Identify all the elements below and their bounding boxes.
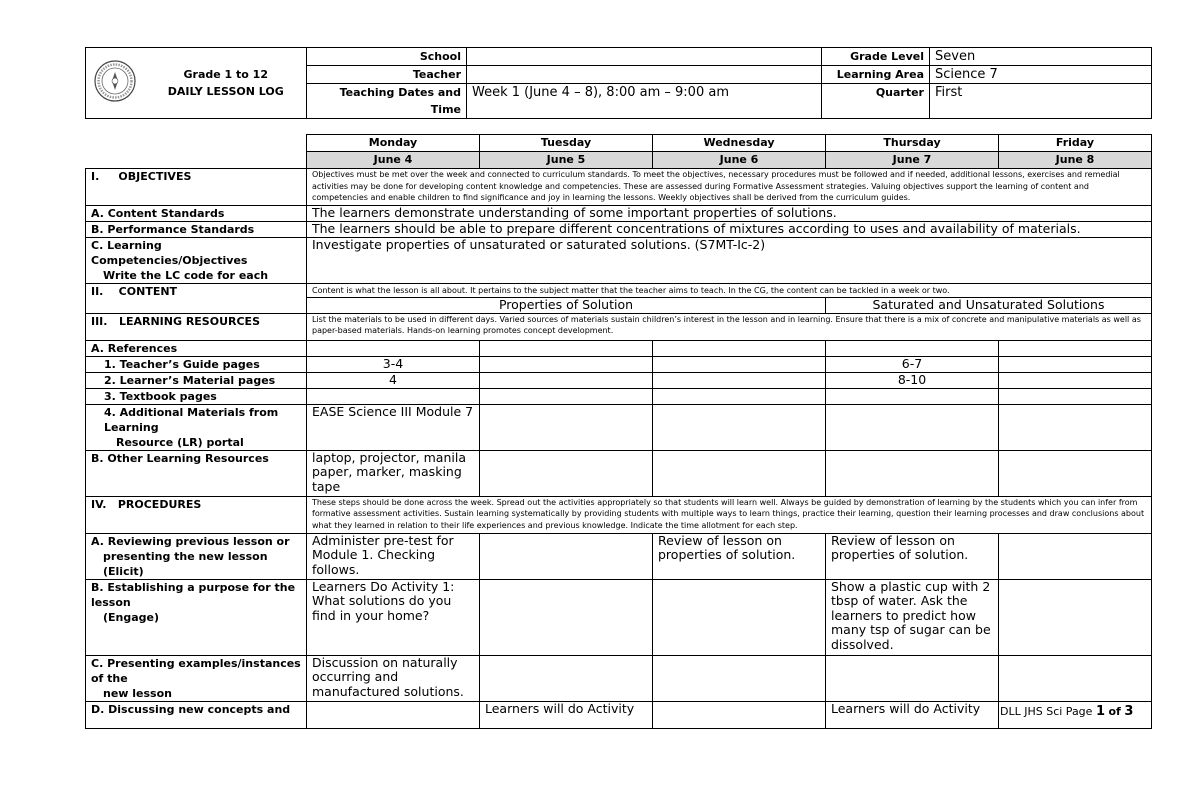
proc-c-mon[interactable]: Discussion on naturally occurring and manufactured solutions. <box>307 655 480 701</box>
proc-b-label-1: B. Establishing a purpose for the lesson <box>91 580 296 609</box>
day-thursday: Thursday <box>826 135 999 152</box>
quarter-field[interactable]: First <box>930 84 1152 119</box>
references-thu[interactable] <box>826 340 999 356</box>
lesson-log-table <box>85 134 1152 729</box>
proc-d-mon[interactable] <box>307 701 480 728</box>
footer-prefix: DLL JHS Sci Page <box>1000 705 1093 718</box>
textbook-wed[interactable] <box>653 388 826 404</box>
other-resources-label: B. Other Learning Resources <box>86 450 307 496</box>
area-label: Learning Area <box>822 66 930 84</box>
dates-field[interactable]: Week 1 (June 4 – 8), 8:00 am – 9:00 am <box>467 84 822 119</box>
textbook-thu[interactable] <box>826 388 999 404</box>
learners-material-fri[interactable] <box>999 372 1152 388</box>
header-table <box>85 47 1152 119</box>
references-fri[interactable] <box>999 340 1152 356</box>
objectives-heading: I. OBJECTIVES <box>86 169 307 206</box>
competencies-label-1: C. Learning Competencies/Objectives <box>91 239 248 267</box>
content-heading: II. CONTENT <box>86 284 307 314</box>
learners-material-mon[interactable]: 4 <box>307 372 480 388</box>
teachers-guide-tue[interactable] <box>480 356 653 372</box>
learners-material-thu[interactable]: 8-10 <box>826 372 999 388</box>
proc-d-tue[interactable]: Learners will do Activity <box>480 701 653 728</box>
performance-standards-value[interactable]: The learners should be able to prepare different concentrations of mixtures according to uses and availability of materials. <box>307 222 1152 238</box>
deped-seal <box>86 48 146 119</box>
day-wednesday: Wednesday <box>653 135 826 152</box>
day-monday: Monday <box>307 135 480 152</box>
references-mon[interactable] <box>307 340 480 356</box>
proc-c-label-1: C. Presenting examples/instances of the <box>91 656 301 685</box>
procedures-heading: IV. PROCEDURES <box>86 496 307 533</box>
textbook-label: 3. Textbook pages <box>86 388 307 404</box>
competencies-label-2: Write the LC code for each <box>103 269 269 282</box>
area-field[interactable]: Science 7 <box>930 66 1152 84</box>
references-label: A. References <box>86 340 307 356</box>
content-standards-label: A. Content Standards <box>86 206 307 222</box>
corner-cell <box>86 135 307 169</box>
day-friday: Friday <box>999 135 1152 152</box>
proc-c-wed[interactable] <box>653 655 826 701</box>
resources-note: List the materials to be used in different days. Varied sources of materials sustain children’s interest in the lesson and in learning. Ensure that there is a mix of concrete and manipulative materials as well as paper-based materials. Hands-on learning promotes concept development. <box>307 313 1152 340</box>
proc-b-thu[interactable]: Show a plastic cup with 2 tbsp of water. Ask the learners to predict how many tsp of sugar can be dissolved. <box>826 579 999 655</box>
references-wed[interactable] <box>653 340 826 356</box>
proc-a-thu[interactable]: Review of lesson on properties of solution. <box>826 533 999 579</box>
teacher-label: Teacher <box>307 66 467 84</box>
proc-b-label-2: (Engage) <box>103 610 160 624</box>
teachers-guide-wed[interactable] <box>653 356 826 372</box>
teachers-guide-mon[interactable]: 3-4 <box>307 356 480 372</box>
school-label: School <box>307 48 467 66</box>
date-thursday: June 7 <box>826 152 999 169</box>
title-line-2: DAILY LESSON LOG <box>167 85 284 98</box>
grade-label: Grade Level <box>822 48 930 66</box>
date-monday: June 4 <box>307 152 480 169</box>
additional-thu[interactable] <box>826 404 999 450</box>
quarter-label: Quarter <box>822 84 930 119</box>
competencies-value[interactable]: Investigate properties of unsaturated or saturated solutions. (S7MT-Ic-2) <box>307 238 1152 284</box>
other-resources-mon[interactable]: laptop, projector, manila paper, marker, masking tape <box>307 450 480 496</box>
content-note: Content is what the lesson is all about. It pertains to the subject matter that the teacher aims to teach. In the CG, the content can be tackled in a week or two. <box>307 284 1152 298</box>
textbook-mon[interactable] <box>307 388 480 404</box>
proc-c-tue[interactable] <box>480 655 653 701</box>
proc-a-mon[interactable]: Administer pre-test for Module 1. Checking follows. <box>307 533 480 579</box>
learners-material-wed[interactable] <box>653 372 826 388</box>
seal-icon <box>90 59 140 103</box>
proc-c-thu[interactable] <box>826 655 999 701</box>
proc-b-mon[interactable]: Learners Do Activity 1: What solutions do you find in your home? <box>307 579 480 655</box>
date-friday: June 8 <box>999 152 1152 169</box>
proc-a-wed[interactable]: Review of lesson on properties of solution. <box>653 533 826 579</box>
other-resources-thu[interactable] <box>826 450 999 496</box>
proc-a-label-1: A. Reviewing previous lesson or <box>91 534 290 548</box>
school-field[interactable] <box>467 48 822 66</box>
additional-label-1: 4. Additional Materials from Learning <box>104 405 279 434</box>
learners-material-tue[interactable] <box>480 372 653 388</box>
procedures-note: These steps should be done across the week. Spread out the activities appropriately so that students will learn well. Always be guided by demonstration of learning by the students which you can infer from formative assessment activities. Sustain learning systematically by providing students with multiple ways to learn things, practice their learning, question their learning processes and draw conclusions about what they learned in relation to their life experiences and previous knowledge. Indicate the time allotment for each step. <box>307 496 1152 533</box>
additional-fri[interactable] <box>999 404 1152 450</box>
proc-d-wed[interactable] <box>653 701 826 728</box>
other-resources-tue[interactable] <box>480 450 653 496</box>
footer-page: 1 <box>1095 704 1105 719</box>
proc-a-fri[interactable] <box>999 533 1152 579</box>
date-tuesday: June 5 <box>480 152 653 169</box>
content-standards-value[interactable]: The learners demonstrate understanding of some important properties of solutions. <box>307 206 1152 222</box>
other-resources-wed[interactable] <box>653 450 826 496</box>
page-footer <box>1000 704 1133 719</box>
resources-heading: III. LEARNING RESOURCES <box>86 313 307 340</box>
references-tue[interactable] <box>480 340 653 356</box>
objectives-note: Objectives must be met over the week and connected to curriculum standards. To meet the objectives, necessary procedures must be followed and if needed, additional lessons, exercises and remedial activities may be done for developing content knowledge and competencies. These are assessed during Formative Assessment strategies. Valuing objectives support the learning of content and competencies and enable children to find significance and joy in learning the lessons. Weekly objectives shall be derived from the curriculum guides. <box>307 169 1152 206</box>
other-resources-fri[interactable] <box>999 450 1152 496</box>
additional-tue[interactable] <box>480 404 653 450</box>
proc-b-fri[interactable] <box>999 579 1152 655</box>
textbook-fri[interactable] <box>999 388 1152 404</box>
proc-a-label-2: presenting the new lesson (Elicit) <box>103 549 268 578</box>
footer-total: 3 <box>1124 704 1134 719</box>
proc-c-fri[interactable] <box>999 655 1152 701</box>
proc-b-wed[interactable] <box>653 579 826 655</box>
date-wednesday: June 6 <box>653 152 826 169</box>
learners-material-label: 2. Learner’s Material pages <box>86 372 307 388</box>
proc-c-label-2: new lesson <box>103 686 172 700</box>
proc-a-tue[interactable] <box>480 533 653 579</box>
additional-label-2: Resource (LR) portal <box>116 435 244 449</box>
teachers-guide-thu[interactable]: 6-7 <box>826 356 999 372</box>
proc-b-tue[interactable] <box>480 579 653 655</box>
content-topic-1[interactable]: Properties of Solution <box>307 298 826 314</box>
proc-d-thu[interactable]: Learners will do Activity <box>826 701 999 728</box>
day-tuesday: Tuesday <box>480 135 653 152</box>
textbook-tue[interactable] <box>480 388 653 404</box>
teacher-field[interactable] <box>467 66 822 84</box>
performance-standards-label: B. Performance Standards <box>86 222 307 238</box>
additional-mon[interactable]: EASE Science III Module 7 <box>307 404 480 450</box>
teachers-guide-fri[interactable] <box>999 356 1152 372</box>
grade-field[interactable]: Seven <box>930 48 1152 66</box>
footer-of: of <box>1108 705 1121 718</box>
additional-wed[interactable] <box>653 404 826 450</box>
dates-label: Teaching Dates and Time <box>307 84 467 119</box>
title-line-1: Grade 1 to 12 <box>183 68 268 81</box>
content-topic-2[interactable]: Saturated and Unsaturated Solutions <box>826 298 1152 314</box>
teachers-guide-label: 1. Teacher’s Guide pages <box>86 356 307 372</box>
proc-d-label: D. Discussing new concepts and <box>86 701 307 728</box>
